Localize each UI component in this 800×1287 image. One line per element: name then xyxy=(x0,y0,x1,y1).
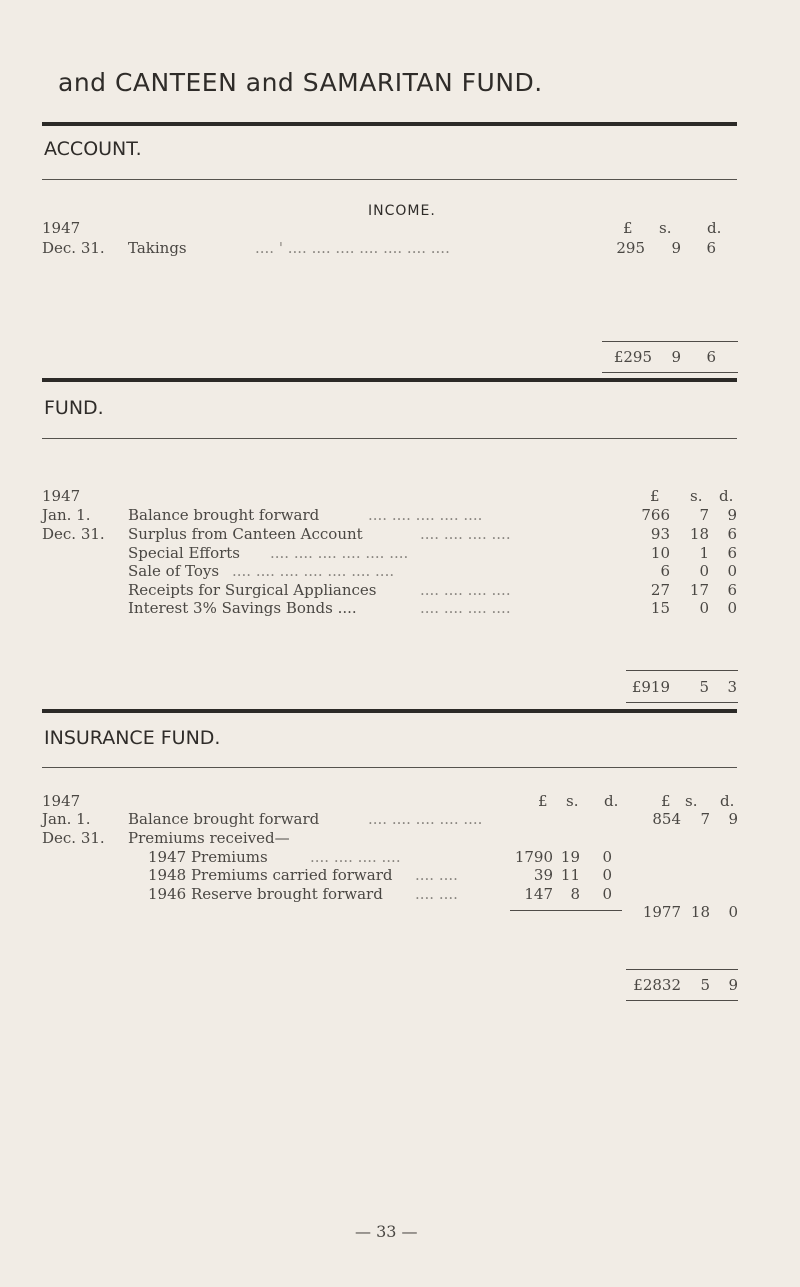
row-pounds: 10 xyxy=(650,544,670,562)
row-label: Balance brought forward xyxy=(128,506,320,524)
row-shillings: 17 xyxy=(689,581,709,599)
row-label: Surplus from Canteen Account xyxy=(128,525,363,543)
row-leader: .... .... .... .... xyxy=(420,581,511,599)
row-pounds: 295 xyxy=(616,239,645,257)
fund-total-underline xyxy=(626,702,738,703)
account-total-pence: 6 xyxy=(706,348,716,366)
row-leader: .... .... .... .... xyxy=(420,525,511,543)
row-label: Takings xyxy=(128,239,187,257)
row-leader: .... .... .... .... .... .... .... xyxy=(232,562,395,580)
insurance-heading: INSURANCE FUND. xyxy=(44,727,221,749)
account-year: 1947 xyxy=(42,219,81,237)
row-pounds: 15 xyxy=(650,599,670,617)
account-total-shillings: 9 xyxy=(671,348,681,366)
row-date: Dec. 31. xyxy=(42,525,105,543)
insurance-total-pence: 9 xyxy=(728,976,738,994)
income-label: INCOME. xyxy=(368,203,436,219)
row-shillings: 9 xyxy=(671,239,681,257)
account-total-underline xyxy=(602,372,738,373)
row-pounds: 1790 xyxy=(514,848,553,866)
insurance-subtotal-rule xyxy=(510,910,622,911)
insurance-outer-col-pence: d. xyxy=(720,792,735,810)
account-col-pence: d. xyxy=(707,219,722,237)
account-end-rule xyxy=(42,378,737,382)
row-pounds: 27 xyxy=(650,581,670,599)
row-leader: .... .... xyxy=(415,885,458,903)
row-label: Sale of Toys xyxy=(128,562,220,580)
insurance-subtotal-pence: 0 xyxy=(728,903,738,921)
insurance-subtotal-pounds: 1977 xyxy=(642,903,681,921)
row-pounds: 766 xyxy=(641,506,670,524)
row-pence: 0 xyxy=(727,562,737,580)
row-pounds: 147 xyxy=(524,885,553,903)
row-leader: .... .... xyxy=(415,866,458,884)
row-leader: .... .... .... .... .... xyxy=(368,506,483,524)
insurance-outer-col-pounds: £ xyxy=(661,792,671,810)
page-title: and CANTEEN and SAMARITAN FUND. xyxy=(58,68,543,97)
fund-heading: FUND. xyxy=(44,397,104,419)
fund-end-rule xyxy=(42,709,737,713)
insurance-subtotal-shillings: 18 xyxy=(690,903,710,921)
row-pence: 0 xyxy=(727,599,737,617)
row-leader: .... .... .... .... xyxy=(420,599,511,617)
row-label: 1948 Premiums carried forward xyxy=(148,866,393,884)
account-heading: ACCOUNT. xyxy=(44,138,142,160)
row-pence: 0 xyxy=(602,866,612,884)
row-pence: 9 xyxy=(728,810,738,828)
insurance-inner-col-pence: d. xyxy=(604,792,619,810)
title-rule xyxy=(42,122,737,126)
insurance-total-shillings: 5 xyxy=(700,976,710,994)
insurance-year: 1947 xyxy=(42,792,81,810)
row-leader: .... ' .... .... .... .... .... .... .... xyxy=(255,239,450,257)
row-label: Balance brought forward xyxy=(128,810,320,828)
row-pence: 6 xyxy=(727,525,737,543)
account-col-shillings: s. xyxy=(659,219,672,237)
fund-total-rule xyxy=(626,670,738,671)
account-rule xyxy=(42,179,737,180)
row-date: Jan. 1. xyxy=(42,506,91,524)
row-shillings: 0 xyxy=(699,562,709,580)
insurance-total-pounds: £2832 xyxy=(633,976,681,994)
row-label: Premiums received— xyxy=(128,829,290,847)
fund-year: 1947 xyxy=(42,487,81,505)
row-shillings: 11 xyxy=(560,866,580,884)
row-pence: 0 xyxy=(602,848,612,866)
row-shillings: 8 xyxy=(570,885,580,903)
row-pence: 6 xyxy=(706,239,716,257)
fund-total-shillings: 5 xyxy=(699,678,709,696)
row-pounds: 93 xyxy=(650,525,670,543)
account-total-rule xyxy=(602,341,738,342)
row-leader: .... .... .... .... .... .... xyxy=(270,544,409,562)
fund-rule xyxy=(42,438,737,439)
insurance-total-underline xyxy=(626,1000,738,1001)
row-shillings: 18 xyxy=(689,525,709,543)
insurance-rule xyxy=(42,767,737,768)
row-label: Receipts for Surgical Appliances xyxy=(128,581,377,599)
row-shillings: 1 xyxy=(699,544,709,562)
row-label: Special Efforts xyxy=(128,544,240,562)
row-shillings: 7 xyxy=(700,810,710,828)
row-pence: 0 xyxy=(602,885,612,903)
row-leader: .... .... .... .... .... xyxy=(368,810,483,828)
row-leader: .... .... .... .... xyxy=(310,848,401,866)
insurance-inner-col-shillings: s. xyxy=(566,792,579,810)
row-shillings: 19 xyxy=(560,848,580,866)
row-label: 1946 Reserve brought forward xyxy=(148,885,383,903)
insurance-total-rule xyxy=(626,969,738,970)
row-label: 1947 Premiums xyxy=(148,848,268,866)
row-date: Jan. 1. xyxy=(42,810,91,828)
row-pence: 6 xyxy=(727,544,737,562)
account-col-pounds: £ xyxy=(623,219,633,237)
account-total-pounds: £295 xyxy=(613,348,652,366)
row-shillings: 7 xyxy=(699,506,709,524)
row-date: Dec. 31. xyxy=(42,829,105,847)
row-shillings: 0 xyxy=(699,599,709,617)
page-number: — 33 — xyxy=(355,1222,418,1241)
insurance-inner-col-pounds: £ xyxy=(538,792,548,810)
fund-total-pounds: £919 xyxy=(631,678,670,696)
row-label: Interest 3% Savings Bonds .... xyxy=(128,599,357,617)
row-pounds: 6 xyxy=(660,562,670,580)
fund-total-pence: 3 xyxy=(727,678,737,696)
fund-col-shillings: s. xyxy=(690,487,703,505)
fund-col-pounds: £ xyxy=(650,487,660,505)
fund-col-pence: d. xyxy=(719,487,734,505)
row-pence: 6 xyxy=(727,581,737,599)
row-pence: 9 xyxy=(727,506,737,524)
insurance-outer-col-shillings: s. xyxy=(685,792,698,810)
row-date: Dec. 31. xyxy=(42,239,105,257)
row-pounds: 39 xyxy=(533,866,553,884)
row-pounds: 854 xyxy=(652,810,681,828)
